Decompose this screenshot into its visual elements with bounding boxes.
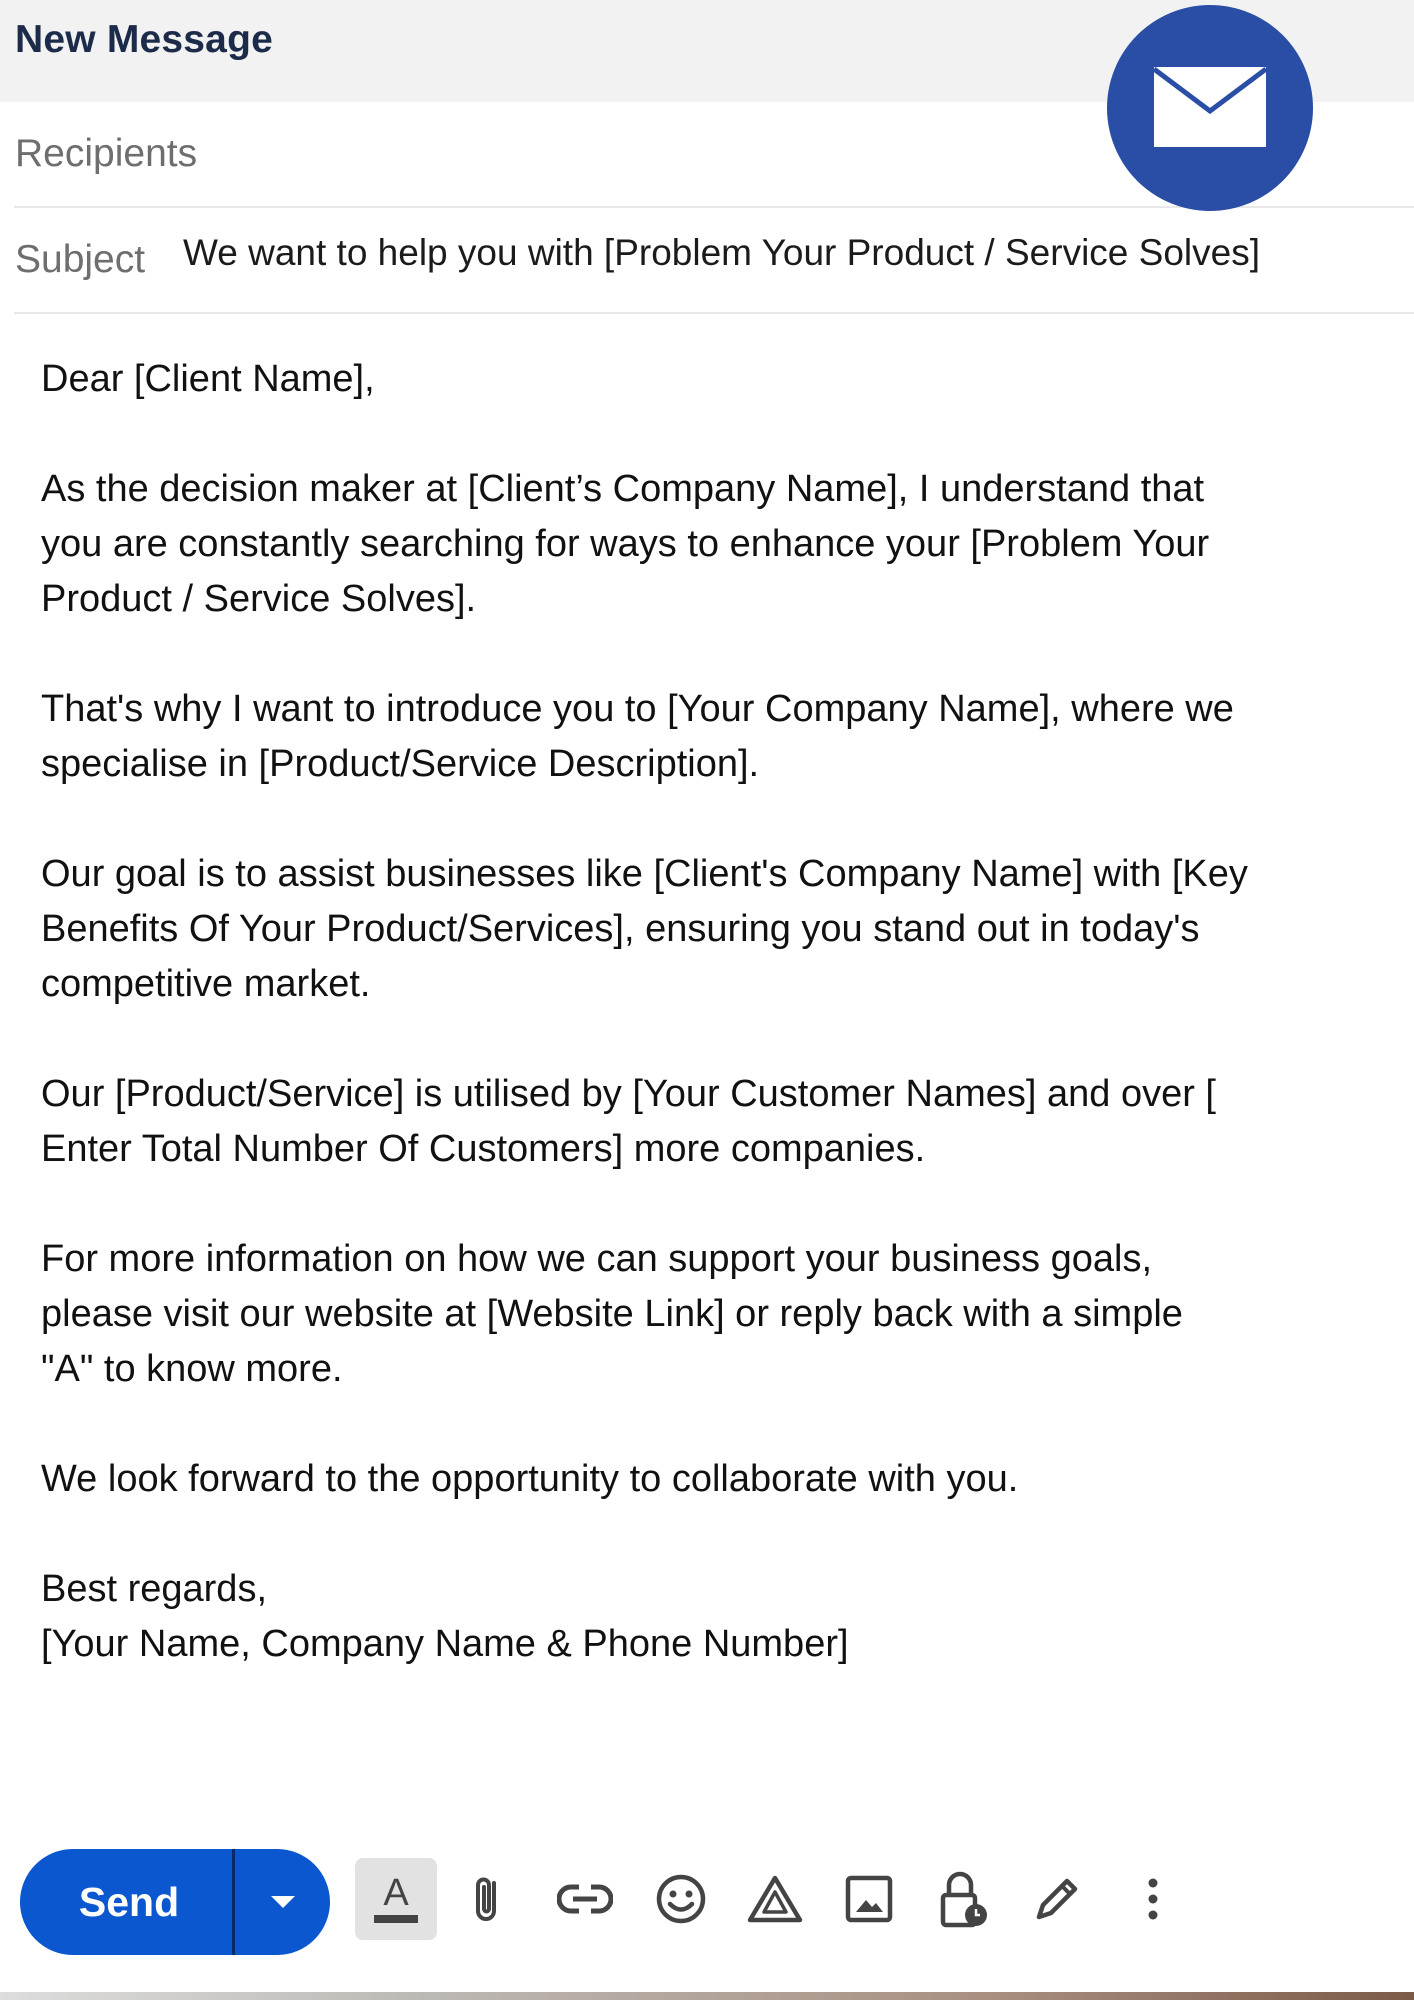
svg-text:A: A	[383, 1872, 409, 1914]
link-icon[interactable]	[544, 1858, 626, 1940]
text-format-icon[interactable]	[355, 1858, 437, 1940]
mail-badge	[1107, 5, 1313, 211]
body-paragraph: Our [Product/Service] is utilised by [Your Customer Names] and over [ Enter Total Number Of Customers] more companies.	[41, 1073, 1216, 1170]
subject-label: Subject	[15, 238, 146, 281]
image-icon[interactable]	[828, 1858, 910, 1940]
divider	[14, 312, 1414, 314]
bottom-edge	[0, 1992, 1414, 2000]
envelope-icon	[1152, 65, 1268, 149]
signature-icon[interactable]	[1016, 1858, 1098, 1940]
emoji-icon[interactable]	[640, 1858, 722, 1940]
confidential-icon[interactable]	[922, 1858, 1004, 1940]
body-paragraph: Our goal is to assist businesses like [Client's Company Name] with [Key Benefits Of Your Product/Services], ensuring you stand out in today's competitive market.	[41, 853, 1248, 1005]
subject-input[interactable]: We want to help you with [Problem Your Product / Service Solves]	[183, 232, 1260, 273]
drive-icon[interactable]	[734, 1858, 816, 1940]
more-options-icon[interactable]	[1112, 1858, 1194, 1940]
send-button-group	[20, 1849, 330, 1955]
signoff: Best regards,	[41, 1568, 267, 1610]
message-body[interactable]	[41, 352, 1331, 1672]
signature: [Your Name, Company Name & Phone Number]	[41, 1623, 849, 1665]
greeting: Dear [Client Name],	[41, 358, 375, 400]
dropdown-arrow-icon	[269, 1894, 297, 1910]
send-button[interactable]: Send	[78, 1878, 180, 1925]
body-paragraph: For more information on how we can support your business goals, please visit our website at [Website Link] or reply back with a simple "A" to know more.	[41, 1238, 1183, 1390]
closing-paragraph: We look forward to the opportunity to collaborate with you.	[41, 1458, 1019, 1500]
send-options-button[interactable]	[235, 1849, 330, 1955]
recipients-input[interactable]: Recipients	[15, 132, 198, 175]
attach-icon[interactable]	[447, 1858, 529, 1940]
signature-block	[41, 1562, 1331, 1672]
body-paragraph: As the decision maker at [Client’s Company Name], I understand that you are constantly searching for ways to enhance your [Problem Your Product / Service Solves].	[41, 468, 1210, 620]
body-paragraph: That's why I want to introduce you to [Your Company Name], where we specialise in [Product/Service Description].	[41, 688, 1234, 785]
compose-title: New Message	[15, 18, 273, 61]
